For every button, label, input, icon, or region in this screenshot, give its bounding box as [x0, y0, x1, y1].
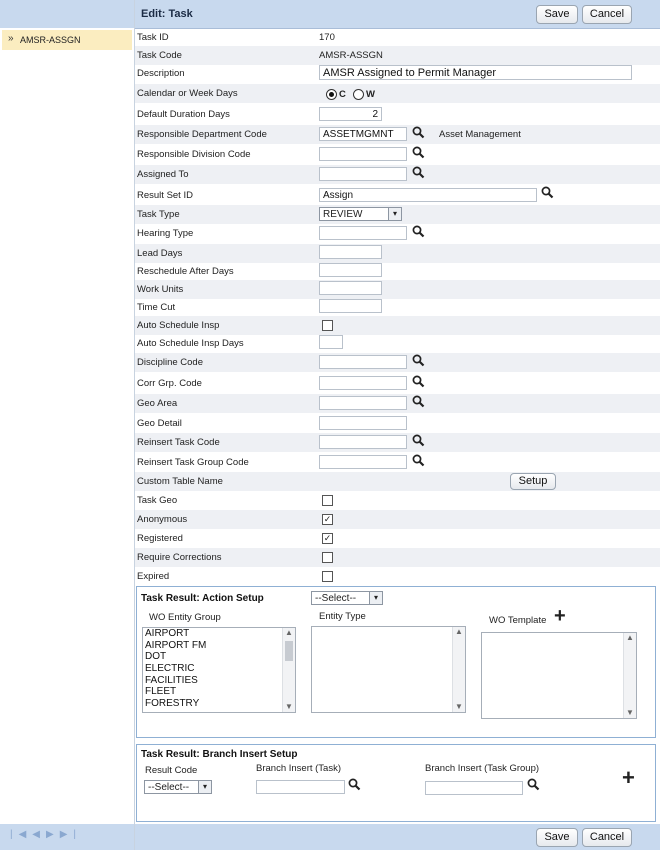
result-code-label: Result Code [145, 765, 198, 776]
scroll-up-icon[interactable]: ▲ [626, 633, 634, 642]
search-icon[interactable] [412, 225, 425, 238]
scrollbar[interactable] [452, 627, 465, 712]
row-task-type [135, 205, 660, 224]
row-corr-grp-code [135, 374, 660, 393]
row-auto-schedule-insp [135, 316, 660, 335]
geo-detail-input[interactable] [319, 416, 407, 430]
sidebar-item-amsr-assgn[interactable] [2, 30, 132, 50]
discipline-code-input[interactable] [319, 355, 407, 369]
list-item[interactable]: FORESTRY [145, 698, 200, 710]
row-time-cut [135, 298, 660, 317]
row-assigned-to [135, 165, 660, 184]
expired-label: Expired [137, 571, 170, 582]
list-item[interactable]: ELECTRIC [145, 663, 195, 675]
search-icon[interactable] [412, 434, 425, 447]
wo-entity-group-list[interactable] [142, 627, 296, 713]
calendar-or-week-days-label: Calendar or Week Days [137, 88, 238, 99]
action-setup-select[interactable] [311, 591, 383, 605]
entity-type-list[interactable] [311, 626, 466, 713]
work-units-label: Work Units [137, 284, 184, 295]
form-header [135, 0, 660, 29]
row-result-set-id [135, 186, 660, 205]
scroll-down-icon[interactable]: ▼ [626, 708, 634, 717]
row-task-geo [135, 491, 660, 510]
row-responsible-department-code [135, 125, 660, 144]
assigned-to-input[interactable] [319, 167, 407, 181]
sidebar [0, 0, 135, 850]
responsible-department-description: Asset Management [439, 129, 521, 140]
time-cut-input[interactable] [319, 299, 382, 313]
registered-label: Registered [137, 533, 183, 544]
page-title: Edit: Task [141, 8, 193, 20]
responsible-department-code-label: Responsible Department Code [137, 129, 267, 140]
auto-schedule-insp-days-input[interactable] [319, 335, 343, 349]
result-set-id-input[interactable]: Assign [319, 188, 537, 202]
anonymous-checkbox[interactable]: ✓ [323, 514, 332, 524]
row-responsible-division-code [135, 145, 660, 164]
action-setup-panel [136, 586, 656, 738]
default-duration-days-label: Default Duration Days [137, 109, 230, 120]
assigned-to-label: Assigned To [137, 169, 189, 180]
form-footer [135, 824, 660, 850]
hearing-type-label: Hearing Type [137, 228, 194, 239]
list-item[interactable]: AIRPORT [145, 628, 190, 639]
row-auto-schedule-insp-days [135, 334, 660, 353]
search-icon[interactable] [412, 146, 425, 159]
sidebar-item-label: AMSR-ASSGN [20, 35, 81, 45]
save-button[interactable]: Save [536, 5, 578, 24]
search-icon[interactable] [412, 454, 425, 467]
auto-schedule-insp-label: Auto Schedule Insp [137, 320, 220, 331]
row-work-units [135, 280, 660, 299]
branch-insert-title: Task Result: Branch Insert Setup [141, 749, 298, 760]
search-icon[interactable] [541, 186, 554, 199]
default-duration-days-input[interactable]: 2 [319, 107, 382, 121]
scrollbar[interactable] [623, 633, 636, 718]
search-icon[interactable] [412, 166, 425, 179]
reschedule-after-days-input[interactable] [319, 263, 382, 277]
lead-days-label: Lead Days [137, 248, 183, 259]
task-type-label: Task Type [137, 209, 180, 220]
scrollbar-thumb[interactable] [285, 641, 293, 661]
row-task-code [135, 46, 660, 65]
chevron-down-icon: ▾ [369, 592, 382, 604]
auto-schedule-insp-days-label: Auto Schedule Insp Days [137, 338, 244, 349]
row-registered [135, 529, 660, 548]
row-description [135, 64, 660, 83]
task-code-label: Task Code [137, 50, 182, 61]
prev-icon[interactable]: ◀ [32, 829, 46, 840]
wo-entity-group-label: WO Entity Group [149, 612, 221, 623]
scroll-down-icon[interactable]: ▼ [455, 702, 463, 711]
search-icon[interactable] [527, 778, 540, 791]
require-corrections-label: Require Corrections [137, 552, 222, 563]
task-geo-label: Task Geo [137, 495, 178, 506]
chevron-right-icon: » [8, 33, 14, 44]
row-hearing-type [135, 224, 660, 243]
expired-checkbox[interactable] [322, 571, 333, 582]
search-icon[interactable] [412, 395, 425, 408]
search-icon[interactable] [412, 375, 425, 388]
search-icon[interactable] [348, 778, 361, 791]
task-code-value: AMSR-ASSGN [319, 50, 383, 61]
wo-template-label: WO Template [489, 615, 547, 626]
scroll-up-icon[interactable]: ▲ [285, 628, 293, 637]
branch-insert-task-group-label: Branch Insert (Task Group) [425, 763, 540, 774]
search-icon[interactable] [412, 354, 425, 367]
work-units-input[interactable] [319, 281, 382, 295]
cancel-button[interactable]: Cancel [582, 828, 632, 847]
row-expired [135, 567, 660, 586]
reinsert-task-code-label: Reinsert Task Code [137, 437, 220, 448]
result-set-id-label: Result Set ID [137, 190, 193, 201]
corr-grp-code-label: Corr Grp. Code [137, 378, 202, 389]
list-item[interactable]: FACILITIES [145, 674, 198, 686]
week-days-radio[interactable] [353, 89, 364, 100]
cancel-button[interactable]: Cancel [582, 5, 632, 24]
action-setup-select-value: --Select-- [315, 593, 357, 604]
sidebar-header [0, 0, 134, 28]
first-icon[interactable]: |◀ [10, 829, 33, 840]
branch-insert-task-group-input[interactable] [425, 781, 523, 795]
save-button[interactable]: Save [536, 828, 578, 847]
branch-insert-task-input[interactable] [256, 780, 345, 794]
result-code-value: --Select-- [148, 782, 190, 793]
require-corrections-checkbox[interactable] [322, 552, 333, 563]
list-item[interactable]: FLEET [145, 686, 177, 698]
row-require-corrections [135, 548, 660, 567]
registered-checkbox[interactable]: ✓ [323, 533, 332, 543]
calendar-days-option-label: C [339, 89, 346, 100]
scrollbar[interactable] [282, 628, 295, 712]
anonymous-label: Anonymous [137, 514, 188, 525]
responsible-department-code-input[interactable]: ASSETMGMNT [319, 127, 407, 141]
search-icon[interactable] [412, 126, 425, 139]
reinsert-task-group-code-input[interactable] [319, 455, 407, 469]
branch-insert-task-label: Branch Insert (Task) [256, 763, 341, 774]
setup-button[interactable]: Setup [510, 473, 556, 490]
row-lead-days [135, 244, 660, 263]
row-geo-detail [135, 414, 660, 433]
auto-schedule-insp-checkbox[interactable] [322, 320, 333, 331]
reinsert-task-group-code-label: Reinsert Task Group Code [137, 457, 249, 468]
add-branch-insert-icon[interactable]: + [622, 765, 635, 790]
add-wo-template-icon[interactable]: + [554, 605, 566, 627]
row-anonymous [135, 510, 660, 529]
row-reinsert-task-code [135, 433, 660, 452]
task-type-select[interactable] [319, 207, 402, 221]
chevron-down-icon: ▾ [198, 781, 211, 793]
reschedule-after-days-label: Reschedule After Days [137, 266, 234, 277]
next-icon[interactable]: ▶ [46, 829, 60, 840]
row-geo-area [135, 394, 660, 413]
scroll-down-icon[interactable]: ▼ [285, 702, 293, 711]
entity-type-label: Entity Type [319, 611, 366, 622]
time-cut-label: Time Cut [137, 302, 176, 313]
row-reschedule-after-days [135, 262, 660, 281]
row-calendar-or-week-days [135, 84, 660, 103]
row-discipline-code [135, 353, 660, 372]
task-type-value: REVIEW [323, 209, 363, 220]
lead-days-input[interactable] [319, 245, 382, 259]
task-id-value: 170 [319, 32, 335, 43]
responsible-division-code-label: Responsible Division Code [137, 149, 251, 160]
geo-area-label: Geo Area [137, 398, 178, 409]
list-item[interactable]: AIRPORT FM [145, 639, 207, 651]
corr-grp-code-input[interactable] [319, 376, 407, 390]
task-id-label: Task ID [137, 32, 169, 43]
description-input[interactable]: AMSR Assigned to Permit Manager [319, 65, 632, 80]
custom-table-name-label: Custom Table Name [137, 476, 223, 487]
calendar-days-radio[interactable] [326, 89, 337, 100]
week-days-option-label: W [366, 89, 375, 100]
result-code-select[interactable] [144, 780, 212, 794]
wo-template-list[interactable] [481, 632, 637, 719]
reinsert-task-code-input[interactable] [319, 435, 407, 449]
row-custom-table-name [135, 472, 660, 491]
row-default-duration-days [135, 105, 660, 124]
description-label: Description [137, 68, 185, 79]
row-task-id [135, 28, 660, 47]
chevron-down-icon: ▾ [388, 208, 401, 220]
discipline-code-label: Discipline Code [137, 357, 204, 368]
hearing-type-input[interactable] [319, 226, 407, 240]
scroll-up-icon[interactable]: ▲ [455, 627, 463, 636]
geo-area-input[interactable] [319, 396, 407, 410]
record-navigation [10, 829, 82, 840]
row-reinsert-task-group-code [135, 453, 660, 472]
branch-insert-panel [136, 744, 656, 822]
task-geo-checkbox[interactable] [322, 495, 333, 506]
geo-detail-label: Geo Detail [137, 418, 182, 429]
last-icon[interactable]: ▶| [59, 829, 82, 840]
action-setup-title: Task Result: Action Setup [141, 593, 264, 604]
list-item[interactable]: DOT [145, 651, 167, 663]
responsible-division-code-input[interactable] [319, 147, 407, 161]
